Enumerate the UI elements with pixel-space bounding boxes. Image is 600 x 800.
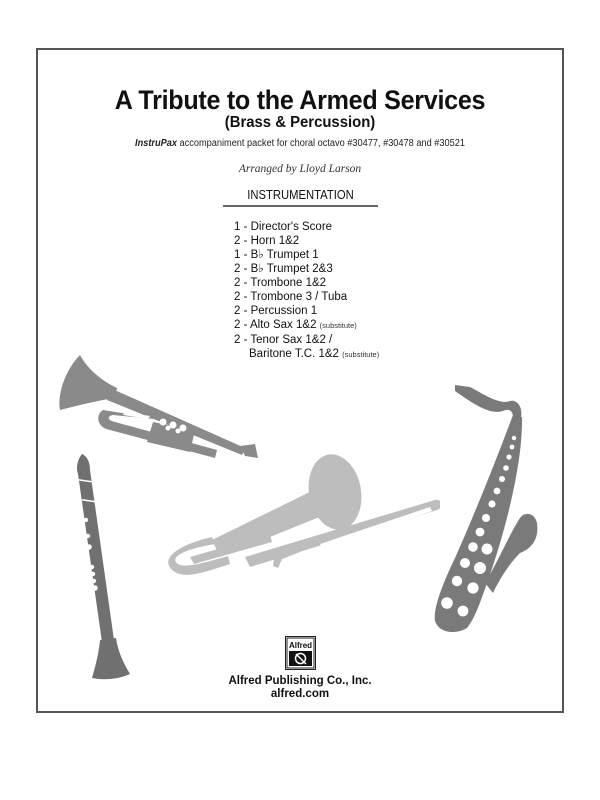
- packet-text: accompaniment packet for choral octavo #30477, #30478 and #30521: [176, 138, 465, 149]
- list-item: 2 - Percussion 1: [234, 305, 318, 317]
- publisher-name: Alfred Publishing Co., Inc.: [228, 675, 372, 687]
- list-item: 2 - B♭ Trumpet 2&3: [234, 263, 333, 275]
- instrumentation-list: [234, 220, 379, 362]
- arranger-credit: Arranged by Lloyd Larson: [238, 163, 362, 175]
- list-item: Baritone T.C. 1&2 (substitute): [249, 348, 380, 360]
- heading-underline: [223, 205, 378, 207]
- page-subtitle: (Brass & Percussion): [224, 114, 376, 131]
- alfred-logo: [285, 636, 316, 670]
- list-item: 2 - Horn 1&2: [234, 235, 300, 247]
- list-item: 2 - Alto Sax 1&2 (substitute): [234, 319, 357, 331]
- instrumentation-heading: INSTRUMENTATION: [247, 188, 354, 202]
- svg-text:Alfred: Alfred: [288, 641, 313, 650]
- substitute-note: (substitute): [342, 350, 380, 359]
- substitute-note: (substitute): [319, 321, 357, 330]
- list-item: 1 - Director's Score: [234, 221, 333, 233]
- clarinet-icon: [72, 452, 132, 682]
- publisher-block: [0, 675, 600, 701]
- saxophone-icon: [425, 383, 545, 638]
- page-title: A Tribute to the Armed Services: [114, 85, 486, 115]
- publisher-website[interactable]: alfred.com: [270, 688, 330, 700]
- brand-name: InstruPax: [135, 138, 177, 149]
- list-item: 2 - Trombone 3 / Tuba: [234, 291, 348, 303]
- list-item: 1 - B♭ Trumpet 1: [234, 249, 319, 261]
- alfred-logo-icon: [286, 637, 315, 669]
- trombone-icon: [150, 452, 440, 582]
- list-item: 2 - Trombone 1&2: [234, 277, 327, 289]
- list-item: 2 - Tenor Sax 1&2 /: [234, 334, 333, 346]
- packet-description: [24, 138, 576, 149]
